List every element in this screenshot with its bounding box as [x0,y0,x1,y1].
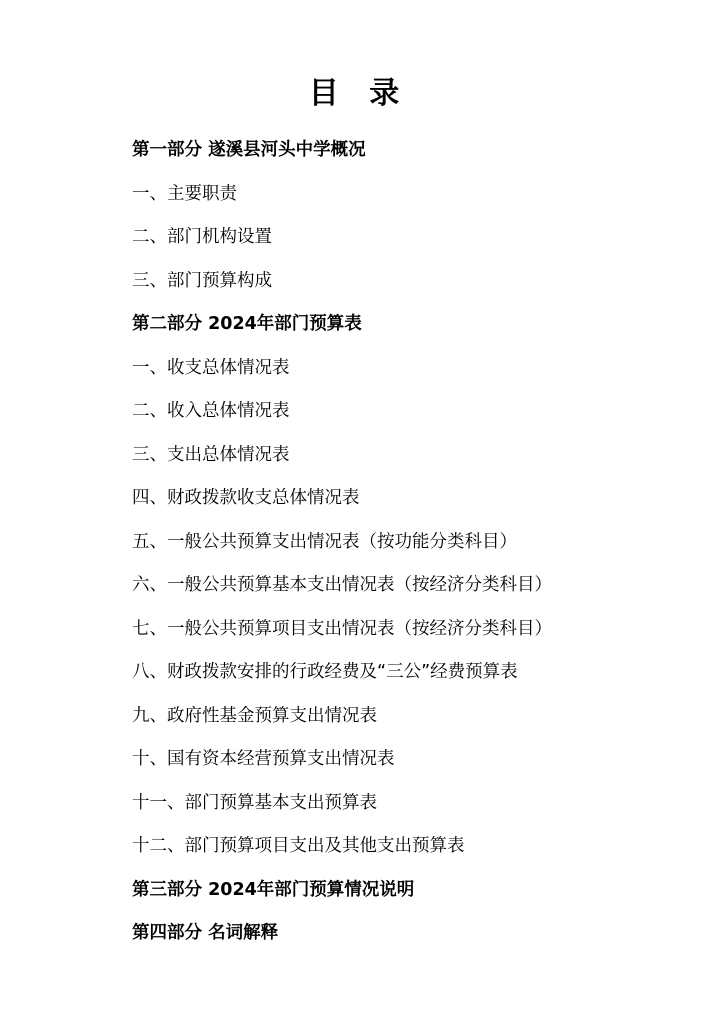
toc-entry-item[interactable]: 一、主要职责 [132,183,237,204]
toc-entry-item[interactable]: 七、一般公共预算项目支出情况表（按经济分类科目） [132,618,552,639]
toc-entry-part[interactable]: 第二部分 2024年部门预算表 [132,314,362,334]
toc-entry-item[interactable]: 四、财政拨款收支总体情况表 [132,488,360,508]
toc-entry-part[interactable]: 第三部分 2024年部门预算情况说明 [132,879,415,900]
toc-entry-item[interactable]: 六、一般公共预算基本支出情况表（按经济分类科目） [132,575,552,595]
toc-entry-item[interactable]: 一、收支总体情况表 [132,357,290,378]
toc-entry-item[interactable]: 五、一般公共预算支出情况表（按功能分类科目） [132,531,517,552]
table-of-contents [60,142,658,943]
toc-entry-item[interactable]: 二、收入总体情况表 [132,401,290,421]
toc-entry-item[interactable]: 九、政府性基金预算支出情况表 [132,705,377,726]
toc-entry-item[interactable]: 八、财政拨款安排的行政经费及“三公”经费预算表 [132,662,518,682]
toc-entry-part[interactable]: 第一部分 遂溪县河头中学概况 [132,140,366,160]
page-title: 目 录 [308,76,410,111]
toc-entry-item[interactable]: 二、部门机构设置 [132,227,272,247]
toc-entry-item[interactable]: 三、部门预算构成 [132,270,272,291]
toc-entry-part[interactable]: 第四部分 名词解释 [132,923,279,943]
toc-entry-item[interactable]: 十、国有资本经营预算支出情况表 [132,749,395,769]
toc-entry-item[interactable]: 十一、部门预算基本支出预算表 [132,792,377,813]
toc-entry-item[interactable]: 三、支出总体情况表 [132,444,290,465]
toc-entry-item[interactable]: 十二、部门预算项目支出及其他支出预算表 [132,836,465,856]
